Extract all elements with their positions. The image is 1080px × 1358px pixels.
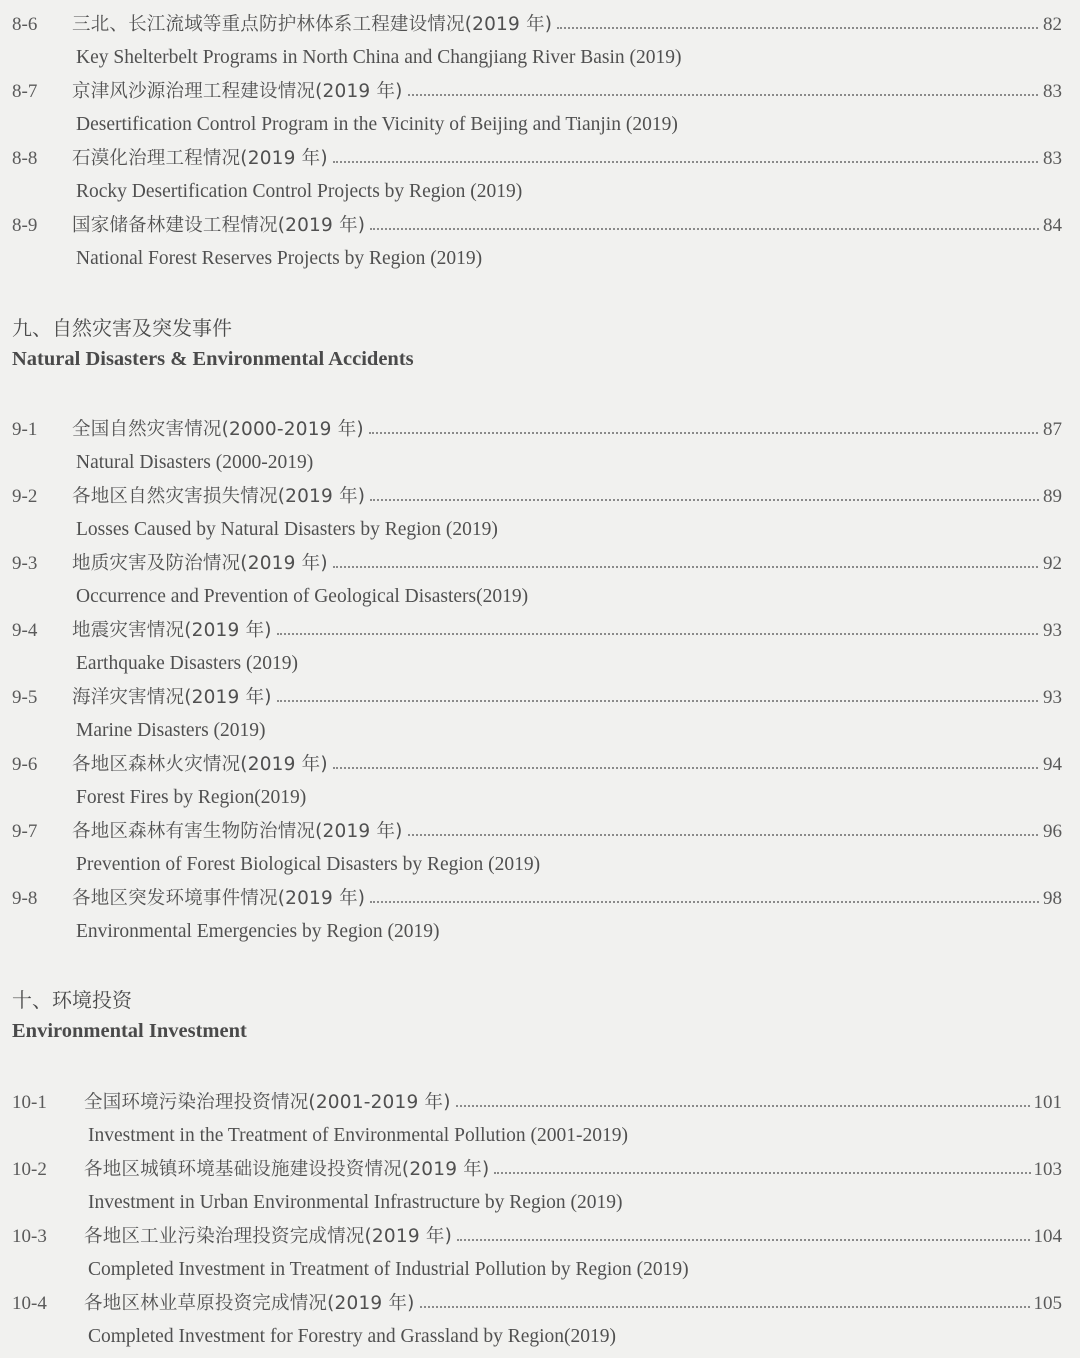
entry-page-number: 83 xyxy=(1040,142,1062,176)
leader-dots xyxy=(420,1306,1054,1308)
entry-title-en: Natural Disasters (2000-2019) xyxy=(76,452,314,473)
entry-page-number: 82 xyxy=(1040,8,1062,42)
toc-entry-8-8[interactable] xyxy=(0,142,1080,202)
entry-title-en: Occurrence and Prevention of Geological Disasters(2019) xyxy=(76,586,529,607)
entry-title-en: Rocky Desertification Control Projects by Region (2019) xyxy=(76,181,523,202)
leader-dots xyxy=(370,499,1054,501)
entry-title-zh: 各地区森林火灾情况(2019 年) xyxy=(72,748,331,782)
entry-page-number: 94 xyxy=(1040,748,1062,782)
entry-title-zh: 三北、长江流域等重点防护林体系工程建设情况(2019 年) xyxy=(72,8,555,42)
leader-dots xyxy=(333,566,1054,568)
leader-dots xyxy=(277,700,1054,702)
entry-title-en: National Forest Reserves Projects by Region (2019) xyxy=(76,248,483,269)
entry-title-zh: 各地区突发环境事件情况(2019 年) xyxy=(72,882,368,916)
toc-entry-10-2[interactable] xyxy=(0,1153,1080,1213)
entry-page-number: 104 xyxy=(1031,1220,1063,1254)
entry-title-zh: 地质灾害及防治情况(2019 年) xyxy=(72,547,331,581)
entry-title-zh: 全国自然灾害情况(2000-2019 年) xyxy=(72,413,367,447)
leader-dots xyxy=(370,228,1054,230)
entry-number: 9-7 xyxy=(12,821,38,842)
toc-entry-9-5[interactable] xyxy=(0,681,1080,741)
section-title-en: Natural Disasters & Environmental Accidents xyxy=(12,348,414,370)
entry-title-zh: 石漠化治理工程情况(2019 年) xyxy=(72,142,331,176)
entry-title-zh: 各地区工业污染治理投资完成情况(2019 年) xyxy=(84,1220,455,1254)
entry-number: 10-1 xyxy=(12,1092,47,1113)
entry-title-en: Forest Fires by Region(2019) xyxy=(76,787,307,808)
entry-number: 9-1 xyxy=(12,419,38,440)
leader-dots xyxy=(277,633,1054,635)
leader-dots xyxy=(369,432,1054,434)
entry-number: 8-7 xyxy=(12,81,38,102)
entry-title-en: Losses Caused by Natural Disasters by Region (2019) xyxy=(76,519,498,540)
entry-title-zh: 国家储备林建设工程情况(2019 年) xyxy=(72,209,368,243)
toc-entry-9-6[interactable] xyxy=(0,748,1080,808)
entry-number: 10-3 xyxy=(12,1226,47,1247)
toc-entry-10-3[interactable] xyxy=(0,1220,1080,1280)
entry-number: 10-4 xyxy=(12,1293,47,1314)
leader-dots xyxy=(370,901,1054,903)
leader-dots xyxy=(333,767,1054,769)
entry-number: 8-6 xyxy=(12,14,38,35)
entry-page-number: 84 xyxy=(1040,209,1062,243)
entry-page-number: 103 xyxy=(1031,1153,1063,1187)
entry-number: 8-9 xyxy=(12,215,38,236)
entry-title-zh: 各地区林业草原投资完成情况(2019 年) xyxy=(84,1287,418,1321)
toc-entry-9-4[interactable] xyxy=(0,614,1080,674)
entry-number: 9-3 xyxy=(12,553,38,574)
entry-title-en: Investment in the Treatment of Environmental Pollution (2001-2019) xyxy=(88,1125,628,1146)
entry-number: 9-8 xyxy=(12,888,38,909)
section-title-zh: 九、自然灾害及突发事件 xyxy=(12,316,232,340)
entry-page-number: 83 xyxy=(1040,75,1062,109)
entry-page-number: 93 xyxy=(1040,614,1062,648)
toc-entry-8-9[interactable] xyxy=(0,209,1080,269)
entry-title-en: Investment in Urban Environmental Infrastructure by Region (2019) xyxy=(88,1192,623,1213)
entry-number: 8-8 xyxy=(12,148,38,169)
entry-number: 9-2 xyxy=(12,486,38,507)
entry-page-number: 105 xyxy=(1031,1287,1063,1321)
leader-dots xyxy=(457,1239,1054,1241)
entry-page-number: 89 xyxy=(1040,480,1062,514)
entry-title-zh: 各地区自然灾害损失情况(2019 年) xyxy=(72,480,368,514)
entry-title-en: Desertification Control Program in the Vicinity of Beijing and Tianjin (2019) xyxy=(76,114,678,135)
toc-entry-10-1[interactable] xyxy=(0,1086,1080,1146)
entry-title-zh: 海洋灾害情况(2019 年) xyxy=(72,681,275,715)
leader-dots xyxy=(408,94,1054,96)
entry-page-number: 93 xyxy=(1040,681,1062,715)
entry-title-zh: 京津风沙源治理工程建设情况(2019 年) xyxy=(72,75,406,109)
entry-page-number: 98 xyxy=(1040,882,1062,916)
toc-entry-10-4[interactable] xyxy=(0,1287,1080,1347)
section-title-zh: 十、环境投资 xyxy=(12,988,132,1012)
entry-page-number: 101 xyxy=(1031,1086,1063,1120)
entry-title-zh: 各地区城镇环境基础设施建设投资情况(2019 年) xyxy=(84,1153,492,1187)
entry-title-en: Completed Investment for Forestry and Grassland by Region(2019) xyxy=(88,1326,617,1347)
section-title-en: Environmental Investment xyxy=(12,1020,247,1042)
entry-number: 9-6 xyxy=(12,754,38,775)
entry-number: 9-4 xyxy=(12,620,38,641)
entry-title-en: Marine Disasters (2019) xyxy=(76,720,266,741)
leader-dots xyxy=(456,1105,1054,1107)
toc-entry-9-7[interactable] xyxy=(0,815,1080,875)
entry-title-zh: 全国环境污染治理投资情况(2001-2019 年) xyxy=(84,1086,454,1120)
entry-title-en: Earthquake Disasters (2019) xyxy=(76,653,299,674)
toc-entry-9-3[interactable] xyxy=(0,547,1080,607)
entry-title-en: Environmental Emergencies by Region (2019) xyxy=(76,921,440,942)
toc-entry-8-6[interactable] xyxy=(0,8,1080,68)
entry-title-en: Key Shelterbelt Programs in North China and Changjiang River Basin (2019) xyxy=(76,47,682,68)
entry-title-en: Prevention of Forest Biological Disasters by Region (2019) xyxy=(76,854,541,875)
entry-title-en: Completed Investment in Treatment of Industrial Pollution by Region (2019) xyxy=(88,1259,689,1280)
toc-entry-9-1[interactable] xyxy=(0,413,1080,473)
entry-page-number: 87 xyxy=(1040,413,1062,447)
leader-dots xyxy=(557,27,1054,29)
leader-dots xyxy=(408,834,1054,836)
entry-number: 9-5 xyxy=(12,687,38,708)
leader-dots xyxy=(494,1172,1054,1174)
toc-entry-9-8[interactable] xyxy=(0,882,1080,942)
toc-entry-8-7[interactable] xyxy=(0,75,1080,135)
entry-title-zh: 各地区森林有害生物防治情况(2019 年) xyxy=(72,815,406,849)
leader-dots xyxy=(333,161,1054,163)
entry-page-number: 96 xyxy=(1040,815,1062,849)
toc-entry-9-2[interactable] xyxy=(0,480,1080,540)
entry-title-zh: 地震灾害情况(2019 年) xyxy=(72,614,275,648)
entry-number: 10-2 xyxy=(12,1159,47,1180)
entry-page-number: 92 xyxy=(1040,547,1062,581)
